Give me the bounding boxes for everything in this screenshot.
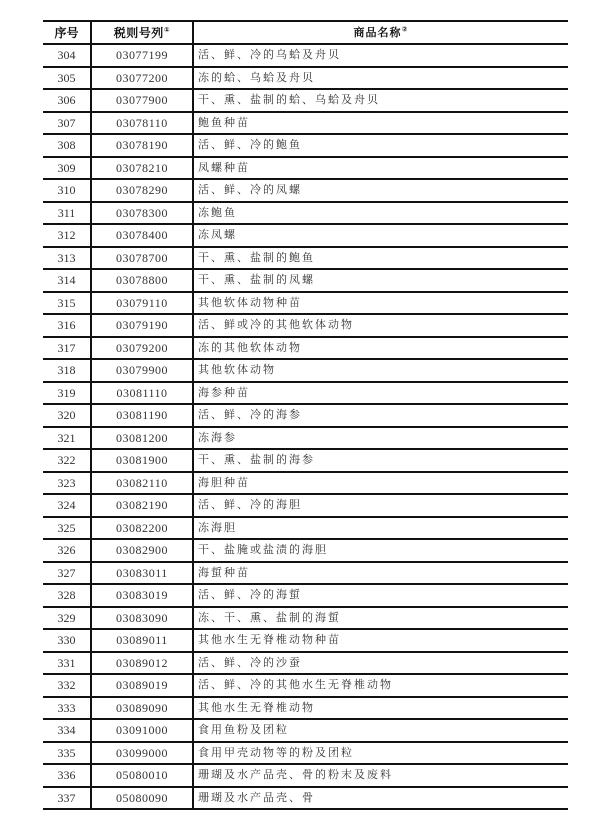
product-name-cell: 冻的其他软体动物 [193, 337, 568, 360]
product-name-cell: 鲍鱼种苗 [193, 112, 568, 135]
tariff-code-cell: 03079900 [91, 359, 193, 382]
serial-number-cell: 308 [43, 134, 91, 157]
tariff-code-cell: 03077199 [91, 44, 193, 67]
product-name-cell: 干、熏、盐制的蛤、乌蛤及舟贝 [193, 89, 568, 112]
product-name-cell: 海蜇种苗 [193, 562, 568, 585]
product-name-cell: 活、鲜、冷的海蜇 [193, 584, 568, 607]
table-row [43, 787, 568, 810]
tariff-code-cell: 03079110 [91, 292, 193, 315]
table-row [43, 314, 568, 337]
tariff-code-cell: 03089011 [91, 629, 193, 652]
table-row [43, 472, 568, 495]
table-row [43, 517, 568, 540]
serial-number-cell: 325 [43, 517, 91, 540]
serial-number-cell: 311 [43, 202, 91, 225]
tariff-code-cell: 03081200 [91, 427, 193, 450]
table-header-row [43, 21, 568, 44]
serial-number-cell: 319 [43, 382, 91, 405]
product-name-cell: 其他软体动物 [193, 359, 568, 382]
table-row [43, 652, 568, 675]
table-row [43, 719, 568, 742]
product-name-cell: 冻海参 [193, 427, 568, 450]
serial-number-cell: 335 [43, 742, 91, 765]
tariff-code-cell: 03078190 [91, 134, 193, 157]
header-tariff-code [91, 21, 193, 44]
header-tariff-code-label: 税则号列 [113, 25, 164, 40]
product-name-cell: 冻、干、熏、盐制的海蜇 [193, 607, 568, 630]
product-name-cell: 活、鲜、冷的海参 [193, 404, 568, 427]
serial-number-cell: 331 [43, 652, 91, 675]
tariff-code-cell: 03081190 [91, 404, 193, 427]
serial-number-cell: 315 [43, 292, 91, 315]
serial-number-cell: 321 [43, 427, 91, 450]
tariff-code-cell: 05080010 [91, 764, 193, 787]
tariff-code-cell: 03077900 [91, 89, 193, 112]
serial-number-cell: 337 [43, 787, 91, 810]
tariff-code-cell: 03089090 [91, 697, 193, 720]
table-row [43, 494, 568, 517]
product-name-cell: 食用鱼粉及团粒 [193, 719, 568, 742]
header-product-name-label: 商品名称 [353, 25, 402, 39]
product-name-cell: 干、熏、盐制的凤螺 [193, 269, 568, 292]
product-name-cell: 冻凤螺 [193, 224, 568, 247]
table-body [43, 44, 568, 809]
product-name-cell: 活、鲜、冷的凤螺 [193, 179, 568, 202]
table-row [43, 742, 568, 765]
table-row [43, 157, 568, 180]
table-row [43, 337, 568, 360]
tariff-code-cell: 03078700 [91, 247, 193, 270]
product-name-cell: 活、鲜、冷的沙蚕 [193, 652, 568, 675]
serial-number-cell: 336 [43, 764, 91, 787]
tariff-code-cell: 03079200 [91, 337, 193, 360]
tariff-code-cell: 03078800 [91, 269, 193, 292]
header-product-name [193, 21, 568, 44]
tariff-code-cell: 03083019 [91, 584, 193, 607]
serial-number-cell: 334 [43, 719, 91, 742]
table-row [43, 359, 568, 382]
tariff-code-cell: 03078300 [91, 202, 193, 225]
table-row [43, 134, 568, 157]
table-row [43, 89, 568, 112]
tariff-table [43, 20, 568, 810]
product-name-cell: 其他水生无脊椎动物种苗 [193, 629, 568, 652]
table-row [43, 247, 568, 270]
serial-number-cell: 322 [43, 449, 91, 472]
table-row [43, 224, 568, 247]
tariff-code-cell: 03082110 [91, 472, 193, 495]
table-row [43, 292, 568, 315]
table-row [43, 562, 568, 585]
product-name-cell: 珊瑚及水产品壳、骨的粉末及废料 [193, 764, 568, 787]
serial-number-cell: 317 [43, 337, 91, 360]
serial-number-cell: 333 [43, 697, 91, 720]
table-row [43, 607, 568, 630]
serial-number-cell: 330 [43, 629, 91, 652]
tariff-code-cell: 03078290 [91, 179, 193, 202]
serial-number-cell: 326 [43, 539, 91, 562]
serial-number-cell: 332 [43, 674, 91, 697]
tariff-code-cell: 03089012 [91, 652, 193, 675]
product-name-cell: 冻的蛤、乌蛤及舟贝 [193, 67, 568, 90]
serial-number-cell: 323 [43, 472, 91, 495]
table-row [43, 584, 568, 607]
product-name-cell: 活、鲜、冷的乌蛤及舟贝 [193, 44, 568, 67]
product-name-cell: 其他水生无脊椎动物 [193, 697, 568, 720]
tariff-code-cell: 03083090 [91, 607, 193, 630]
tariff-code-cell: 03081900 [91, 449, 193, 472]
table-row [43, 449, 568, 472]
product-name-cell: 冻鲍鱼 [193, 202, 568, 225]
table-row [43, 382, 568, 405]
product-name-cell: 活、鲜、冷的其他水生无脊椎动物 [193, 674, 568, 697]
serial-number-cell: 306 [43, 89, 91, 112]
serial-number-cell: 318 [43, 359, 91, 382]
serial-number-cell: 304 [43, 44, 91, 67]
product-name-cell: 活、鲜或冷的其他软体动物 [193, 314, 568, 337]
table-row [43, 697, 568, 720]
tariff-code-cell: 03079190 [91, 314, 193, 337]
product-name-cell: 冻海胆 [193, 517, 568, 540]
header-serial-number [43, 21, 91, 44]
table-row [43, 179, 568, 202]
table-row [43, 539, 568, 562]
product-name-cell: 干、盐腌或盐渍的海胆 [193, 539, 568, 562]
product-name-cell: 海胆种苗 [193, 472, 568, 495]
table-row [43, 629, 568, 652]
serial-number-cell: 329 [43, 607, 91, 630]
product-name-cell: 凤螺种苗 [193, 157, 568, 180]
serial-number-cell: 312 [43, 224, 91, 247]
tariff-code-cell: 03081110 [91, 382, 193, 405]
tariff-code-cell: 03082190 [91, 494, 193, 517]
product-name-cell: 活、鲜、冷的鲍鱼 [193, 134, 568, 157]
product-name-cell: 珊瑚及水产品壳、骨 [193, 787, 568, 810]
serial-number-cell: 320 [43, 404, 91, 427]
tariff-code-cell: 03078210 [91, 157, 193, 180]
tariff-code-cell: 03082900 [91, 539, 193, 562]
product-name-cell: 干、熏、盐制的鲍鱼 [193, 247, 568, 270]
table-row [43, 764, 568, 787]
serial-number-cell: 316 [43, 314, 91, 337]
tariff-code-cell: 03089019 [91, 674, 193, 697]
product-name-cell: 干、熏、盐制的海参 [193, 449, 568, 472]
tariff-code-cell: 03078110 [91, 112, 193, 135]
tariff-code-cell: 03078400 [91, 224, 193, 247]
table-row [43, 67, 568, 90]
tariff-code-cell: 03082200 [91, 517, 193, 540]
product-name-cell: 食用甲壳动物等的粉及团粒 [193, 742, 568, 765]
serial-number-cell: 309 [43, 157, 91, 180]
serial-number-cell: 314 [43, 269, 91, 292]
serial-number-cell: 307 [43, 112, 91, 135]
product-name-cell: 海参种苗 [193, 382, 568, 405]
tariff-code-cell: 03083011 [91, 562, 193, 585]
serial-number-cell: 305 [43, 67, 91, 90]
product-name-cell: 其他软体动物种苗 [193, 292, 568, 315]
footnote-marker: ① [163, 25, 171, 34]
tariff-code-cell: 03091000 [91, 719, 193, 742]
header-serial-number-label: 序号 [54, 25, 79, 40]
tariff-code-cell: 05080090 [91, 787, 193, 810]
table-row [43, 112, 568, 135]
serial-number-cell: 324 [43, 494, 91, 517]
table-row [43, 427, 568, 450]
serial-number-cell: 328 [43, 584, 91, 607]
footnote-marker: ② [401, 24, 409, 33]
product-name-cell: 活、鲜、冷的海胆 [193, 494, 568, 517]
table-row [43, 202, 568, 225]
table-row [43, 674, 568, 697]
serial-number-cell: 310 [43, 179, 91, 202]
table-row [43, 44, 568, 67]
tariff-code-cell: 03099000 [91, 742, 193, 765]
tariff-code-cell: 03077200 [91, 67, 193, 90]
serial-number-cell: 313 [43, 247, 91, 270]
table-row [43, 404, 568, 427]
serial-number-cell: 327 [43, 562, 91, 585]
table-row [43, 269, 568, 292]
